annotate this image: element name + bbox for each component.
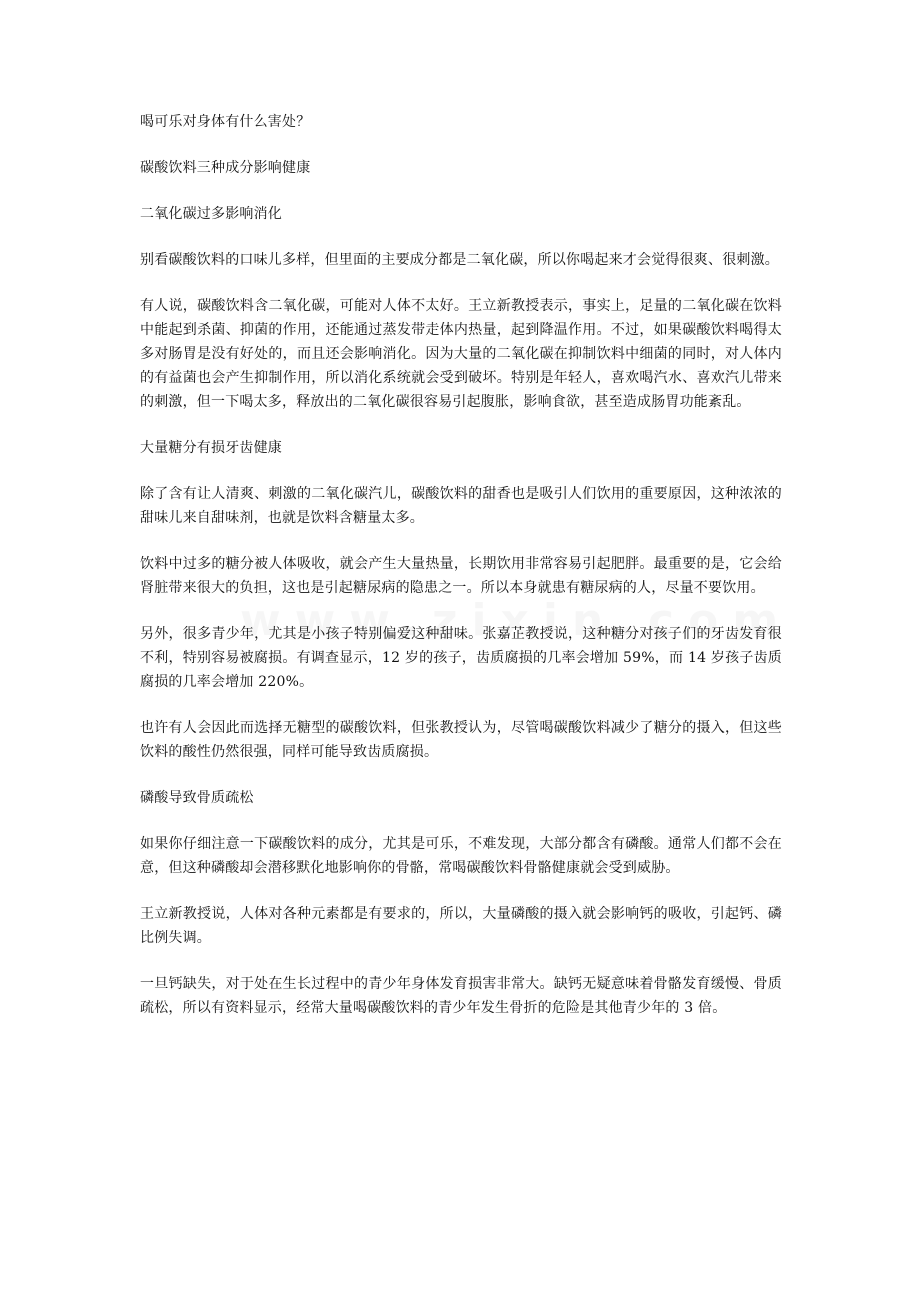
document-title: 喝可乐对身体有什么害处？ xyxy=(140,114,311,130)
section-heading: 大量糖分有损牙齿健康 xyxy=(140,440,282,456)
document-body xyxy=(140,110,782,1042)
paragraph: 别看碳酸饮料的口味儿多样，但里面的主要成分都是二氧化碳，所以你喝起来才会觉得很爽、很刺激。 xyxy=(140,252,779,268)
paragraph: 也许有人会因此而选择无糖型的碳酸饮料，但张教授认为，尽管喝碳酸饮料减少了糖分的摄入，但这些饮料的酸性仍然很强，同样可能导致齿质腐损。 xyxy=(140,720,782,760)
paragraph: 除了含有让人清爽、刺激的二氧化碳汽儿，碳酸饮料的甜香也是吸引人们饮用的重要原因，这种浓浓的甜味儿来自甜味剂，也就是饮料含糖量太多。 xyxy=(140,486,782,526)
section-heading: 磷酸导致骨质疏松 xyxy=(140,790,254,806)
paragraph: 有人说，碳酸饮料含二氧化碳，可能对人体不太好。王立新教授表示，事实上，足量的二氧化碳在饮料中能起到杀菌、抑菌的作用，还能通过蒸发带走体内热量，起到降温作用。不过，如果碳酸饮料喝得太多对肠胃是没有好处的，而且还会影响消化。因为大量的二氧化碳在抑制饮料中细菌的同时，对人体内的有益菌也会产生抑制作用，所以消化系统就会受到破坏。特别是年轻人，喜欢喝汽水、喜欢汽儿带来的刺激，但一下喝太多，释放出的二氧化碳很容易引起腹胀，影响食欲，甚至造成肠胃功能紊乱。 xyxy=(140,298,782,410)
paragraph: 一旦钙缺失，对于处在生长过程中的青少年身体发育损害非常大。缺钙无疑意味着骨骼发育缓慢、骨质疏松，所以有资料显示，经常大量喝碳酸饮料的青少年发生骨折的危险是其他青少年的 3 倍。 xyxy=(140,976,782,1016)
paragraph: 如果你仔细注意一下碳酸饮料的成分，尤其是可乐，不难发现，大部分都含有磷酸。通常人们都不会在意，但这种磷酸却会潜移默化地影响你的骨骼，常喝碳酸饮料骨骼健康就会受到威胁。 xyxy=(140,836,782,876)
paragraph: 王立新教授说，人体对各种元素都是有要求的，所以，大量磷酸的摄入就会影响钙的吸收，引起钙、磷比例失调。 xyxy=(140,906,782,946)
paragraph: 另外，很多青少年，尤其是小孩子特别偏爱这种甜味。张嘉芷教授说，这种糖分对孩子们的牙齿发育很不利，特别容易被腐损。有调查显示，12 岁的孩子，齿质腐损的几率会增加 59%，而 14 岁孩子齿质腐损的几率会增加 220%。 xyxy=(140,626,782,690)
section-heading: 二氧化碳过多影响消化 xyxy=(140,206,282,222)
paragraph: 饮料中过多的糖分被人体吸收，就会产生大量热量，长期饮用非常容易引起肥胖。最重要的是，它会给肾脏带来很大的负担，这也是引起糖尿病的隐患之一。所以本身就患有糖尿病的人，尽量不要饮用。 xyxy=(140,556,782,596)
section-heading: 碳酸饮料三种成分影响健康 xyxy=(140,160,311,176)
